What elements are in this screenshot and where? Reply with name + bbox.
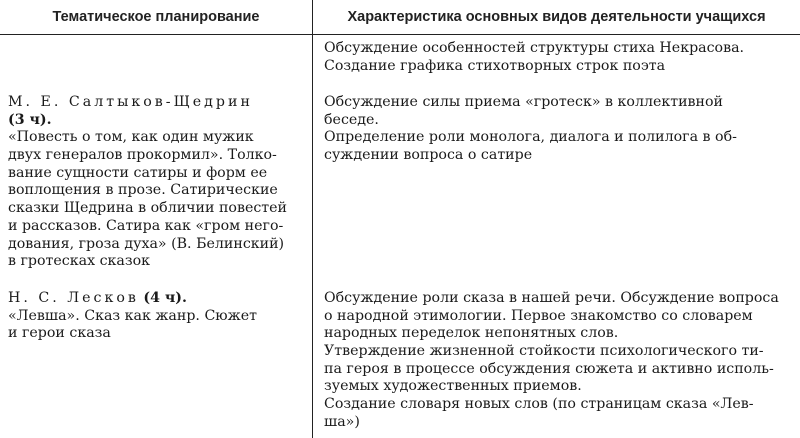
text-line: народных переделок непонятных слов. xyxy=(324,325,619,342)
column-divider xyxy=(312,0,313,438)
text-line: двух генералов прокормил». Толко- xyxy=(8,147,277,164)
header-activity-characteristics: Характеристика основных видов деятельности учащихся xyxy=(347,9,766,25)
text-line: ша») xyxy=(324,413,360,430)
text-line: па героя в процессе обсуждения сюжета и активно исполь- xyxy=(324,360,774,377)
text-line: воплощения в прозе. Сатирические xyxy=(8,182,278,199)
text-line: сказки Щедрина в обличии повестей xyxy=(8,200,288,217)
author-line xyxy=(8,290,257,308)
text-line: дования, гроза духа» (В. Белинский) xyxy=(8,235,285,252)
text-line: Определение роли монолога, диалога и полилога в об- xyxy=(324,129,737,146)
text-line: о народной этимологии. Первое знакомство со словарем xyxy=(324,307,753,324)
nekrasov-activity xyxy=(324,40,744,75)
leskov-activity xyxy=(324,290,779,432)
hours-line xyxy=(8,112,287,130)
text-line: Утверждение жизненной стойкости психологического ти- xyxy=(324,343,764,360)
saltykov-activity xyxy=(324,94,737,165)
text-line: суждении вопроса о сатире xyxy=(324,147,533,164)
author-name: М. Е. Салтыков-Щедрин xyxy=(8,94,253,110)
author-name: Н. С. Лесков xyxy=(8,290,139,306)
text-line: Обсуждение силы приема «гротеск» в коллективной xyxy=(324,94,724,110)
text-line: Обсуждение роли сказа в нашей речи. Обсуждение вопроса xyxy=(324,290,779,306)
saltykov-topic xyxy=(8,94,287,271)
header-thematic-planning: Тематическое планирование xyxy=(52,9,260,25)
text-line: и рассказов. Сатира как «гром него- xyxy=(8,217,284,234)
header-divider xyxy=(0,34,800,35)
text-line: Обсуждение особенностей структуры стиха Некрасова. xyxy=(324,40,745,56)
text-line: Создание словаря новых слов (по страницам сказа «Лев- xyxy=(324,396,754,413)
text-line: Создание графика стихотворных строк поэта xyxy=(324,57,666,74)
leskov-topic xyxy=(8,290,257,343)
hours: (3 ч). xyxy=(8,111,52,128)
text-line: «Левша». Сказ как жанр. Сюжет xyxy=(8,307,257,324)
text-line: и герои сказа xyxy=(8,325,111,342)
hours: (4 ч). xyxy=(143,290,187,306)
text-line: в гротесках сказок xyxy=(8,253,150,270)
text-line: вание сущности сатиры и форм ее xyxy=(8,164,268,181)
text-line: зуемых художественных приемов. xyxy=(324,378,582,395)
author-line xyxy=(8,94,287,112)
text-line: беседе. xyxy=(324,111,379,128)
text-line: «Повесть о том, как один мужик xyxy=(8,129,254,146)
